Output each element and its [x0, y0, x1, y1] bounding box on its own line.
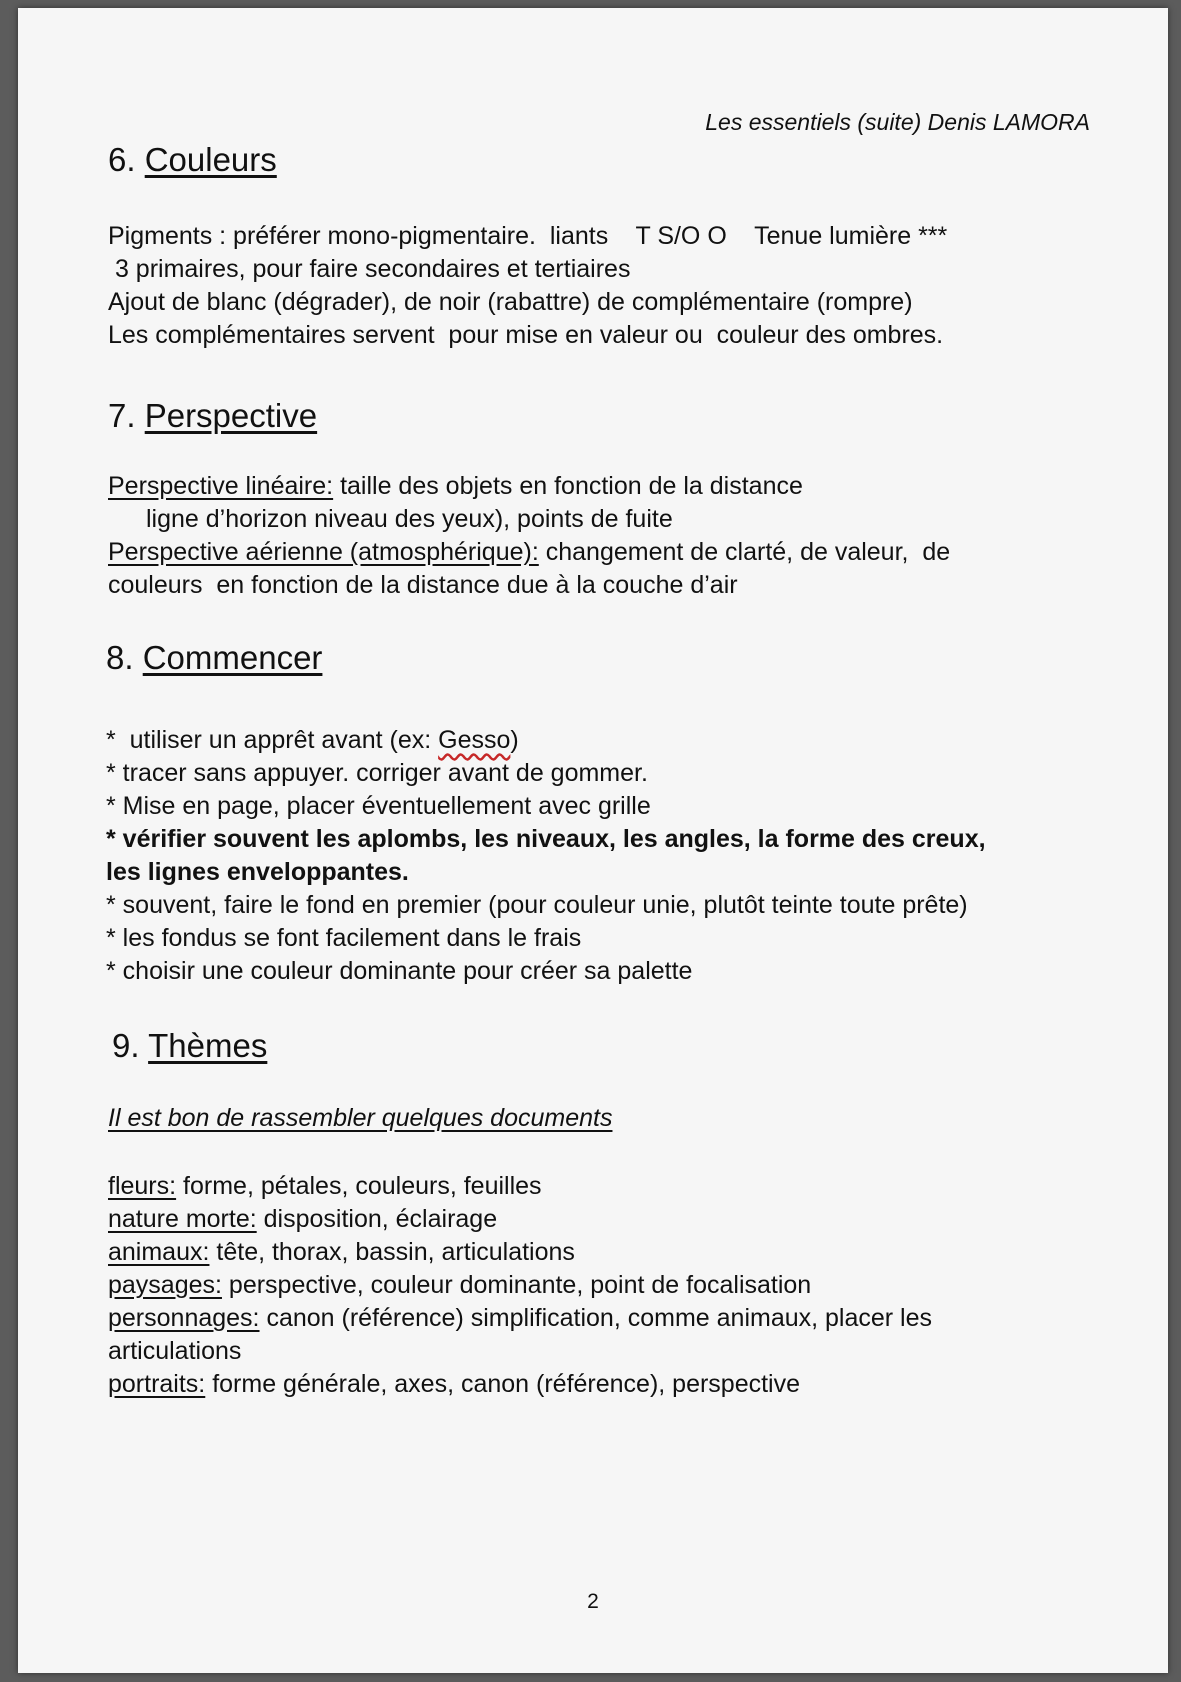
- term-label: Perspective aérienne (atmosphérique):: [108, 538, 539, 566]
- intro-text: Il est bon de rassembler quelques documents: [108, 1104, 613, 1132]
- section-title: Commencer: [142, 639, 323, 676]
- term-label: nature morte:: [108, 1205, 257, 1233]
- section-number: 9.: [112, 1027, 140, 1064]
- commencer-body: [106, 724, 986, 988]
- text-line: [108, 470, 950, 503]
- list-item: personnages: canon (référence) simplification, comme animaux, placer les: [108, 1304, 933, 1332]
- themes-list: [108, 1170, 932, 1401]
- term-text: changement de clarté, de valeur, de: [538, 538, 951, 566]
- section-heading-couleurs: [108, 140, 277, 180]
- term-label: personnages:: [108, 1304, 260, 1332]
- term-label: portraits:: [108, 1370, 206, 1398]
- list-item: paysages: perspective, couleur dominante, point de focalisation: [108, 1271, 812, 1299]
- themes-intro: [108, 1102, 612, 1135]
- text-line: ligne d’horizon niveau des yeux), points de fuite: [146, 505, 673, 533]
- term-label: paysages:: [108, 1271, 222, 1299]
- list-item-bold: les lignes enveloppantes.: [106, 858, 409, 886]
- section-number: 6.: [108, 141, 136, 178]
- text-line: Ajout de blanc (dégrader), de noir (rabattre) de complémentaire (rompre): [108, 288, 913, 316]
- term-text: taille des objets en fonction de la distance: [333, 472, 803, 500]
- list-item: * les fondus se font facilement dans le frais: [106, 924, 582, 952]
- term-label: Perspective linéaire:: [108, 472, 334, 500]
- list-item: * choisir une couleur dominante pour créer sa palette: [106, 957, 693, 985]
- section-title: Perspective: [144, 397, 318, 434]
- section-title: Couleurs: [144, 141, 277, 178]
- spellcheck-word: Gesso: [438, 726, 511, 754]
- list-item: animaux: tête, thorax, bassin, articulations: [108, 1238, 575, 1266]
- text-line: [108, 536, 950, 569]
- list-item: * tracer sans appuyer. corriger avant de gommer.: [106, 759, 648, 787]
- list-item: * souvent, faire le fond en premier (pour couleur unie, plutôt teinte toute prête): [106, 891, 968, 919]
- text-line: couleurs en fonction de la distance due à la couche d’air: [108, 571, 738, 599]
- perspective-body: [108, 470, 950, 602]
- list-item-bold: * vérifier souvent les aplombs, les niveaux, les angles, la forme des creux,: [106, 825, 986, 853]
- section-title: Thèmes: [148, 1027, 268, 1064]
- text-line: 3 primaires, pour faire secondaires et tertiaires: [108, 255, 631, 283]
- section-number: 7.: [108, 397, 136, 434]
- page-header: Les essentiels (suite) Denis LAMORA: [705, 109, 1090, 135]
- list-item: nature morte: disposition, éclairage: [108, 1205, 498, 1233]
- list-item: fleurs: forme, pétales, couleurs, feuilles: [108, 1172, 542, 1200]
- page-number: 2: [587, 1590, 599, 1613]
- section-number: 8.: [106, 639, 134, 676]
- section-heading-themes: [112, 1026, 267, 1066]
- section-heading-perspective: [108, 396, 317, 436]
- text-line: Les complémentaires servent pour mise en valeur ou couleur des ombres.: [108, 321, 944, 349]
- list-item: * Mise en page, placer éventuellement avec grille: [106, 792, 651, 820]
- term-label: fleurs:: [108, 1172, 177, 1200]
- document-page: [18, 8, 1168, 1673]
- couleurs-body: [108, 220, 947, 352]
- text-line: Pigments : préférer mono-pigmentaire. liants T S/O O Tenue lumière ***: [108, 222, 948, 250]
- list-item: * utiliser un apprêt avant (ex: Gesso): [106, 726, 519, 754]
- list-item: portraits: forme générale, axes, canon (référence), perspective: [108, 1370, 801, 1398]
- section-heading-commencer: [106, 638, 322, 678]
- list-item-continuation: articulations: [108, 1337, 242, 1365]
- term-label: animaux:: [108, 1238, 210, 1266]
